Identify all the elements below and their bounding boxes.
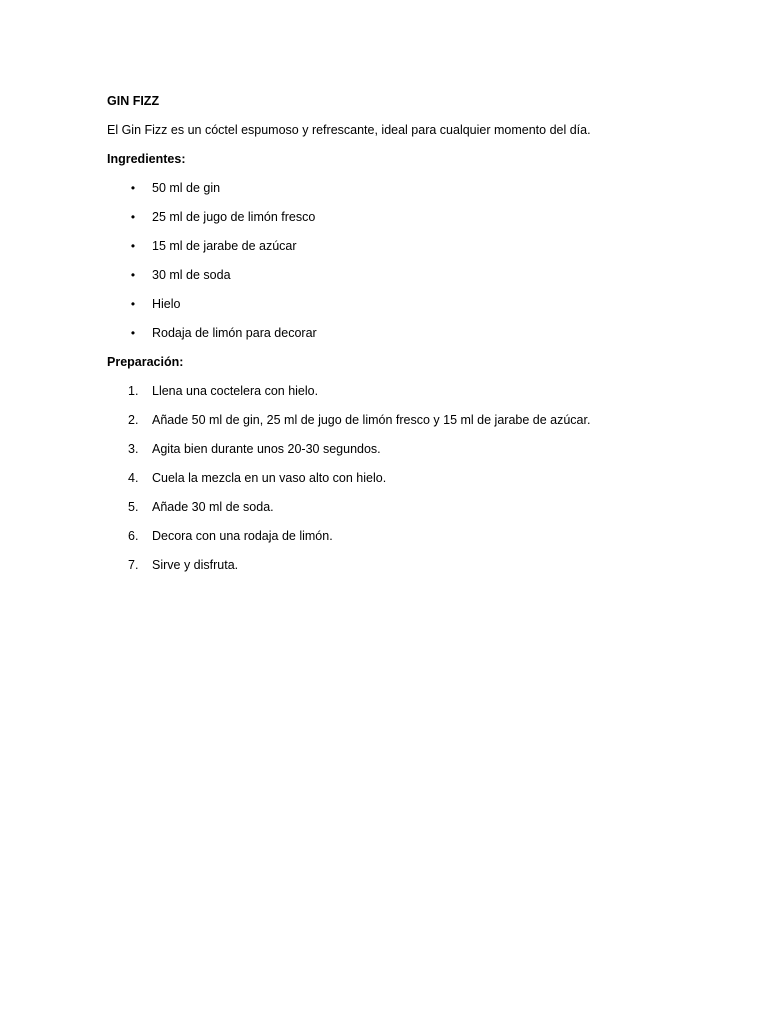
ingredient-item: [107, 237, 687, 255]
ingredient-item: [107, 208, 687, 226]
ingredient-item: [107, 266, 687, 284]
bullet-icon: •: [130, 181, 136, 195]
step-number: 5.: [128, 500, 139, 514]
step-number: 4.: [128, 471, 139, 485]
step-text: Sirve y disfruta.: [152, 558, 239, 572]
preparation-steps-list: [107, 382, 687, 574]
step-number: 3.: [128, 442, 139, 456]
step-text: Decora con una rodaja de limón.: [152, 529, 333, 543]
ingredients-list: [107, 179, 687, 342]
ingredient-text: 15 ml de jarabe de azúcar: [152, 239, 297, 253]
bullet-icon: •: [130, 268, 136, 282]
ingredient-text: 25 ml de jugo de limón fresco: [152, 210, 316, 224]
bullet-icon: •: [130, 326, 136, 340]
step-item: [107, 527, 687, 545]
step-number: 2.: [128, 413, 139, 427]
document-body: [107, 92, 687, 574]
step-text: Cuela la mezcla en un vaso alto con hielo.: [152, 471, 387, 485]
intro-paragraph: El Gin Fizz es un cóctel espumoso y refrescante, ideal para cualquier momento del día.: [107, 123, 591, 137]
step-item: [107, 382, 687, 400]
ingredient-item: [107, 324, 687, 342]
step-item: [107, 556, 687, 574]
ingredient-item: [107, 295, 687, 313]
step-number: 7.: [128, 558, 139, 572]
bullet-icon: •: [130, 297, 136, 311]
ingredients-heading: Ingredientes:: [107, 152, 186, 166]
step-item: [107, 411, 687, 429]
bullet-icon: •: [130, 210, 136, 224]
step-text: Añade 30 ml de soda.: [152, 500, 274, 514]
bullet-icon: •: [130, 239, 136, 253]
step-number: 1.: [128, 384, 139, 398]
ingredient-text: 50 ml de gin: [152, 181, 221, 195]
document-title: GIN FIZZ: [107, 94, 160, 108]
ingredient-item: [107, 179, 687, 197]
step-text: Llena una coctelera con hielo.: [152, 384, 319, 398]
step-item: [107, 498, 687, 516]
step-number: 6.: [128, 529, 139, 543]
ingredient-text: 30 ml de soda: [152, 268, 231, 282]
step-text: Agita bien durante unos 20-30 segundos.: [152, 442, 381, 456]
preparation-heading: Preparación:: [107, 355, 184, 369]
ingredient-text: Hielo: [152, 297, 181, 311]
step-text: Añade 50 ml de gin, 25 ml de jugo de limón fresco y 15 ml de jarabe de azúcar.: [152, 413, 591, 427]
step-item: [107, 440, 687, 458]
ingredient-text: Rodaja de limón para decorar: [152, 326, 317, 340]
step-item: [107, 469, 687, 487]
